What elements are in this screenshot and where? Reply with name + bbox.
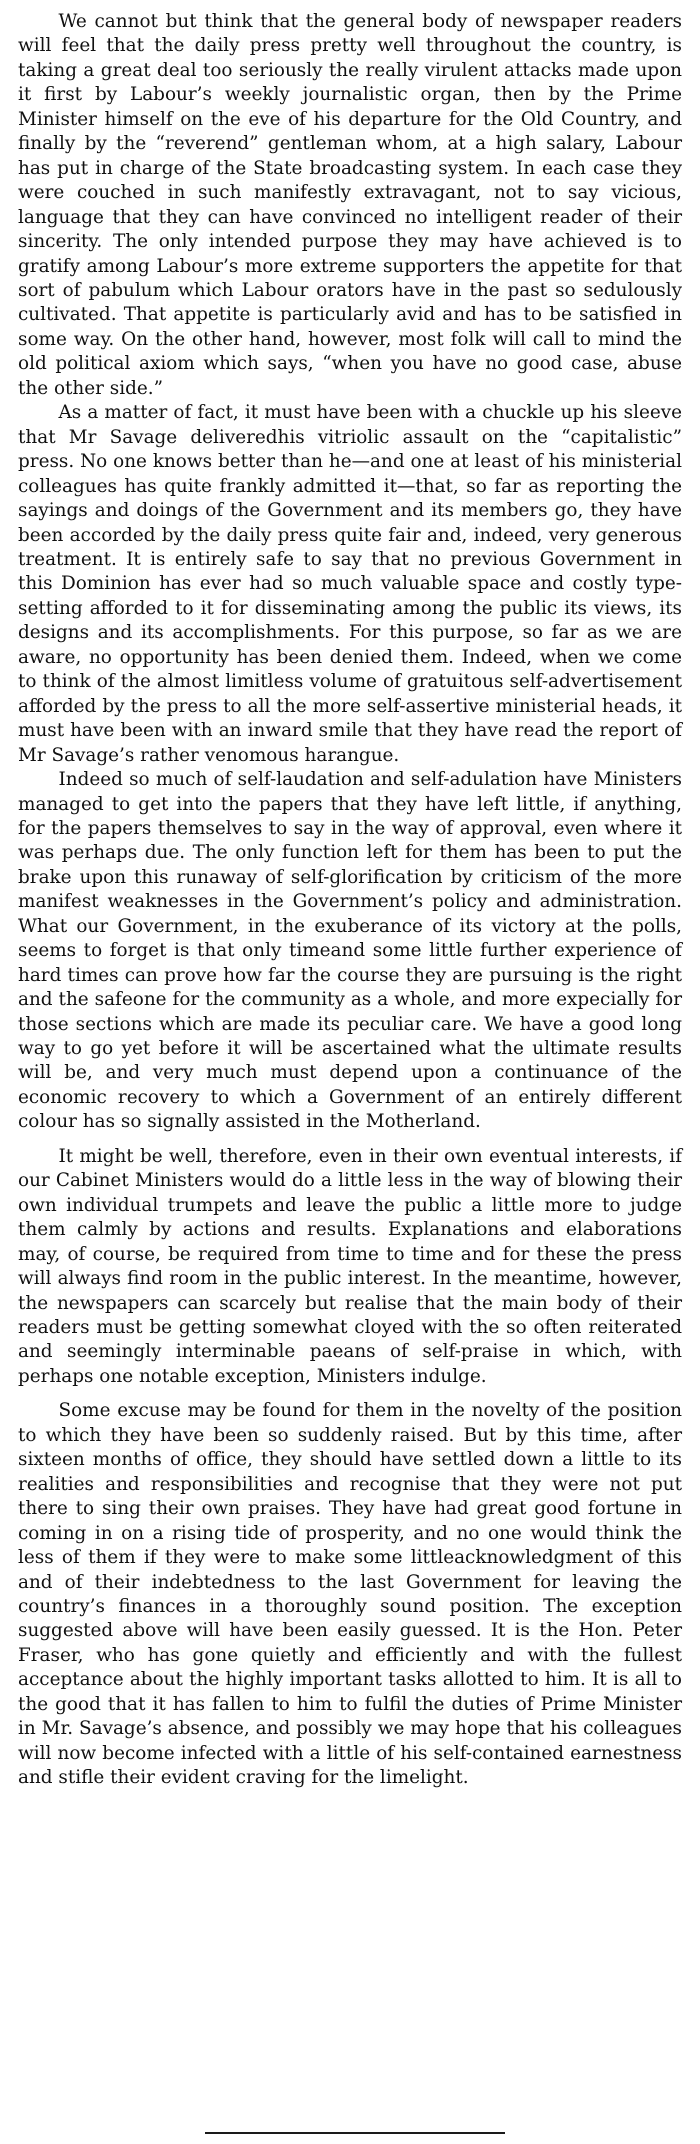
paragraph-5: Some excuse may be found for them in the novelty of the position to which they have been so suddenly raised. But by this time, after sixteen months of office, they should have settled down a little to its realities and responsibilities and recognise that they were not put there to sing their own praises. They have had great good fortune in coming in on a rising tide of prosperity, and no one would think the less of them if they were to make some littleacknowledgment of this and of their indebtedness to the last Government for leaving the country’s finances in a thoroughly sound position. The exception suggested above will have been easily guessed. It is the Hon. Peter Fraser, who has gone quietly and efficiently and with the fullest acceptance about the highly important tasks allotted to him. It is all to the good that it has fallen to him to fulfil the duties of Prime Minister in Mr. Savage’s absence, and possibly we may hope that his colleagues will now become infected with a little of his self-contained earnestness and stifle their evident craving for the limelight. <box>18 1400 682 1789</box>
paragraph-1: We cannot but think that the general body of newspaper readers will feel that the daily press pretty well throughout the country, is taking a great deal too seriously the really virulent attacks made upon it first by Labour’s weekly journalistic organ, then by the Prime Minister himself on the eve of his departure for the Old Country, and finally by the “reverend” gentleman whom, at a high salary, Labour has put in charge of the State broadcasting system. In each case they were couched in such manifestly extravagant, not to say vicious, language that they can have convinced no intelligent reader of their sincerity. The only intended purpose they may have achieved is to gratify among Labour’s more extreme supporters the appetite for that sort of pabulum which Labour orators have in the past so sedulously cultivated. That appetite is particularly avid and has to be satisfied in some way. On the other hand, however, most folk will call to mind the old political axiom which says, “when you have no good case, abuse the other side.” <box>18 11 682 399</box>
paragraph-2: As a matter of fact, it must have been with a chuckle up his sleeve that Mr Savage deliveredhis vitriolic assault on the “capitalistic” press. No one knows better than he—and one at least of his ministerial colleagues has quite frankly admitted it—that, so far as reporting the sayings and doings of the Government and its members go, they have been accorded by the daily press quite fair and, indeed, very generous treatment. It is entirely safe to say that no previous Government in this Dominion has ever had so much valuable space and costly type-setting afforded to it for disseminating among the public its views, its designs and its accomplishments. For this purpose, so far as we are aware, no opportunity has been denied them. Indeed, when we come to think of the almost limitless volume of gratuitous self-advertisement afforded by the press to all the more self-assertive ministerial heads, it must have been with an inward smile that they have read the report of Mr Savage’s rather venomous harangue. <box>18 402 682 766</box>
paragraph-3: Indeed so much of self-laudation and self-adulation have Ministers managed to get into the papers that they have left little, if anything, for the papers themselves to say in the way of approval, even where it was perhaps due. The only function left for them has been to put the brake upon this runaway of self-glorification by criticism of the more manifest weaknesses in the Government’s policy and administration. What our Government, in the exuberance of its victory at the polls, seems to forget is that only timeand some little further experience of hard times can prove how far the course they are pursuing is the right and the safeone for the community as a whole, and more expecially for those sections which are made its peculiar care. We have a good long way to go yet before it will be ascertained what the ultimate results will be, and very much must depend upon a continuance of the economic recovery to which a Government of an entirely different colour has so signally assisted in the Motherland. <box>18 769 682 1133</box>
closing-rule <box>205 2132 505 2134</box>
paragraph-4: It might be well, therefore, even in their own eventual interests, if our Cabinet Ministers would do a little less in the way of blowing their own individual trumpets and leave the public a little more to judge them calmly by actions and results. Explanations and elaborations may, of course, be required from time to time and for these the press will always find room in the public interest. In the meantime, however, the newspapers can scarcely but realise that the main body of their readers must be getting somewhat cloyed with the so often reiterated and seemingly interminable paeans of self-praise in which, with perhaps one notable exception, Ministers indulge. <box>18 1145 682 1387</box>
article-column <box>18 10 682 1791</box>
